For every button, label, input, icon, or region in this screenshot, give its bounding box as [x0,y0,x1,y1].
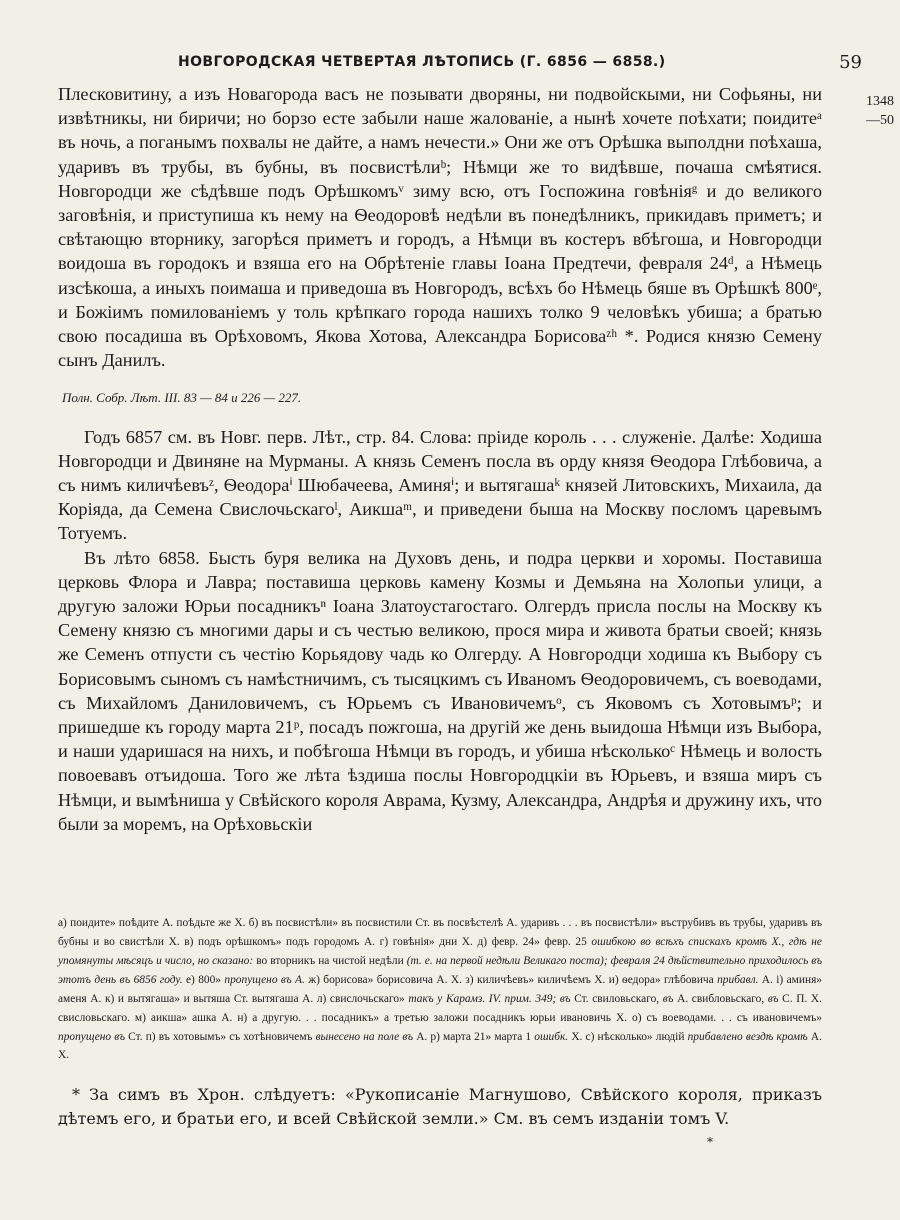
running-head [58,52,862,82]
margin-year-line: —50 [866,113,894,128]
footnote-text: ж) борисова» борисовича А. Х. з) киличѣевъ» киличѣемъ Х. и) ѳедора» глѣбовича [308,973,714,986]
footnote-text: А. Х. [58,1030,822,1062]
paragraph-year-6857: Годъ 6857 см. въ Новг. перв. Лѣт., стр. 84. Слова: пріиде король . . . служеніе. Далѣе: Ходиша Новгородци и Двиняне на Мурманы. А князь Семенъ посла въ орду князя Ѳеодора Глѣбовича, а съ нимъ киличѣевъᶻ, Ѳеодораⁱ Шюбачеева, Аминяⁱ; и вытягашаᵏ князей Литовскихъ, Михаила, да Коріяда, да Семена Свислочьскагоˡ, Аикшаᵐ, и приведени быша на Москву посломъ царевымъ Тотуемъ. [58,426,822,544]
footnote-text: Ст. п) въ хотовымъ» съ хотѣновичемъ [128,1030,313,1043]
source-reference: Полн. Собр. Лѣт. III. 83 — 84 и 226 — 227. [62,390,302,406]
footnote-italic: прибавлено вездѣ кромѣ [687,1030,808,1043]
footnote-italic: въ [767,992,779,1005]
footnote-text: С. П. Х. свисловьскаго. м) аикша» ашка А. н) а другую. . . посадникъ» а третью заложи посадникъ юрьи ивановичь Х. о) съ воеводами. . . съ ивановичемъ» [58,992,822,1024]
running-title: НОВГОРОДСКАЯ ЧЕТВЕРТАЯ ЛѢТОПИСЬ (Г. 6856 — 6858.) [178,54,666,70]
editorial-note: * За симъ въ Хрон. слѣдуетъ: «Рукописаніе Магнушово, Свѣйского короля, приказъ дѣтемъ его, и братьи его, и всей Свѣйской земли.» См. въ семъ изданіи томъ V. [58,1085,822,1129]
end-star-mark: * [707,1135,713,1150]
footnote-italic: прибавл. [717,973,759,986]
footnote-italic: (т. е. на первой недѣли Великаго поста); февраля 24 дѣйствительно приходилось въ этотъ день въ 6856 году. [58,954,822,986]
margin-year-line: 1348 [866,94,894,109]
footnote-italic: пропущено въ А. [224,973,305,986]
footnote-text: Х. с) нѣсколько» людій [571,1030,685,1043]
footnote-italic: въ [662,992,674,1005]
footnote-text: А. і) аминя» аменя А. к) и вытягаша» и вытяша Ст. вытягаша А. л) свислочьскаго» [58,973,823,1005]
margin-year-note [866,92,894,130]
footnote-italic: вынесено на поле въ [315,1030,414,1043]
page-number: 59 [839,52,862,73]
footnote-text: е) 800» [185,973,221,986]
footnotes [58,914,822,1065]
footnote-text: А. р) марта 21» марта 1 [416,1030,532,1043]
footnote-italic: пропущено въ [58,1030,125,1043]
footnote-text: Ст. свиловьскаго, [574,992,660,1005]
paragraph-year-6858: Въ лѣто 6858. Бысть буря велика на Духовъ день, и подра церкви и хоромы. Поставиша церковь Флора и Лавра; поставиша церковь камену Козмы и Демьяна на Холопьи улици, а другую заложи Юрьи посадникъⁿ Іоана Златоустагостаго. Олгердъ присла послы на Москву къ Семену князю съ многими дары и съ честью великою, прося мира и живота братьи своей; князь же Семенъ отпусти съ честію Корьядову чадь ко Олгерду. А Новгородци ходиша къ Выбору съ Борисовымъ сыномъ съ намѣстничимъ, съ тысяцкимъ съ Иваномъ Ѳеодоровичемъ, съ воеводами, съ Михайломъ Даниловичемъ, съ Юрьемъ съ Ивановичемъᵒ, съ Яковомъ съ Хотовымъᵖ; и пришедше къ городу марта 21ᵖ, посадъ пожгоша, на другій же день выидоша Нѣмци изъ Выбора, и наши ударишася на нихъ, и побѣгоша Нѣмци въ городъ, и убиша нѣсколькоᶜ Нѣмець и волость повоевавъ отъидоша. Того же лѣта ѣздиша послы Новгородцкіи въ Юрьевъ, и взяша миръ съ Нѣмци, и вымѣниша у Свѣйского короля Аврама, Кузму, Александра, Андрѣя и дружину ихъ, что были за моремъ, на Орѣховьскіи [58,547,822,834]
footnote-italic: ошибк. [534,1030,569,1043]
paragraph-continuation: Плесковитину, а изъ Новагорода васъ не позывати дворяны, ни подвойскыми, ни Софьяны, ни извѣтникы, ни биричи; но борзо есте забыли наше жалованіе, а нынѣ хочете поѣхати; поидитеᵃ въ ночь, а поганымъ похвалы не дайте, а намъ нечести.» Они же отъ Орѣшка выполдни поѣхаша, ударивъ въ трубы, въ бубны, въ посвистѣлиᵇ; Нѣмци же то видѣвше, почаша смѣятися. Новгородци же сѣдѣвше подъ Орѣшкомъᵛ зиму всю, отъ Госпожина говѣніяᵍ и до великого заговѣнія, и приступиша къ нему на Ѳеодоровѣ недѣли въ понедѣлникъ, прикидавъ приметъ; и свѣтающю вторнику, загорѣся приметъ и городъ, а Нѣмци въ костеръ вбѣгоша, и Новгородци воидоша въ городокъ и взяша его на Обрѣтеніе главы Іоана Предтечи, февраля 24ᵈ, а Нѣмець изсѣкоша, а иныхъ поимаша и приведоша въ Новгородъ, всѣхъ бо Нѣмець бяше въ Орѣшкѣ 800ᵉ, и Божіимъ помилованіемъ у толь крѣпкаго города нашихъ толко 9 человѣкъ убиша; а братью свою посадиша въ Орѣховомъ, Якова Хотова, Александра Борисоваᶻʰ *. Родися князю Семену сынъ Данилъ. [58,84,822,371]
main-text [58,82,822,836]
footnote-text: а) поидите» поѣдите А. поѣдьте же Х. б) въ посвистѣли» въ посвистили Ст. въ посвѣстелѣ А. ударивъ . . . въ посвистѣли» въструбивъ въ трубы, ударивъ въ бубны и во свистѣли Х. в) подъ орѣшкомъ» подъ городомъ А. г) говѣнія» дни Х. д) февр. 24» февр. 25 [58,917,822,948]
footnote-italic: ошибкою во всѣхъ спискахъ кромѣ Х., гдѣ не упомянуты мѣсяцъ и число, но сказано: [58,936,822,967]
footnote-text: во вторникъ на чистой недѣли [256,954,404,967]
footnote-italic: такъ у Карамз. IV. прим. 349; въ [408,992,571,1005]
footnote-text: А. свибловьскаго, [677,992,765,1005]
spacer [58,836,822,910]
